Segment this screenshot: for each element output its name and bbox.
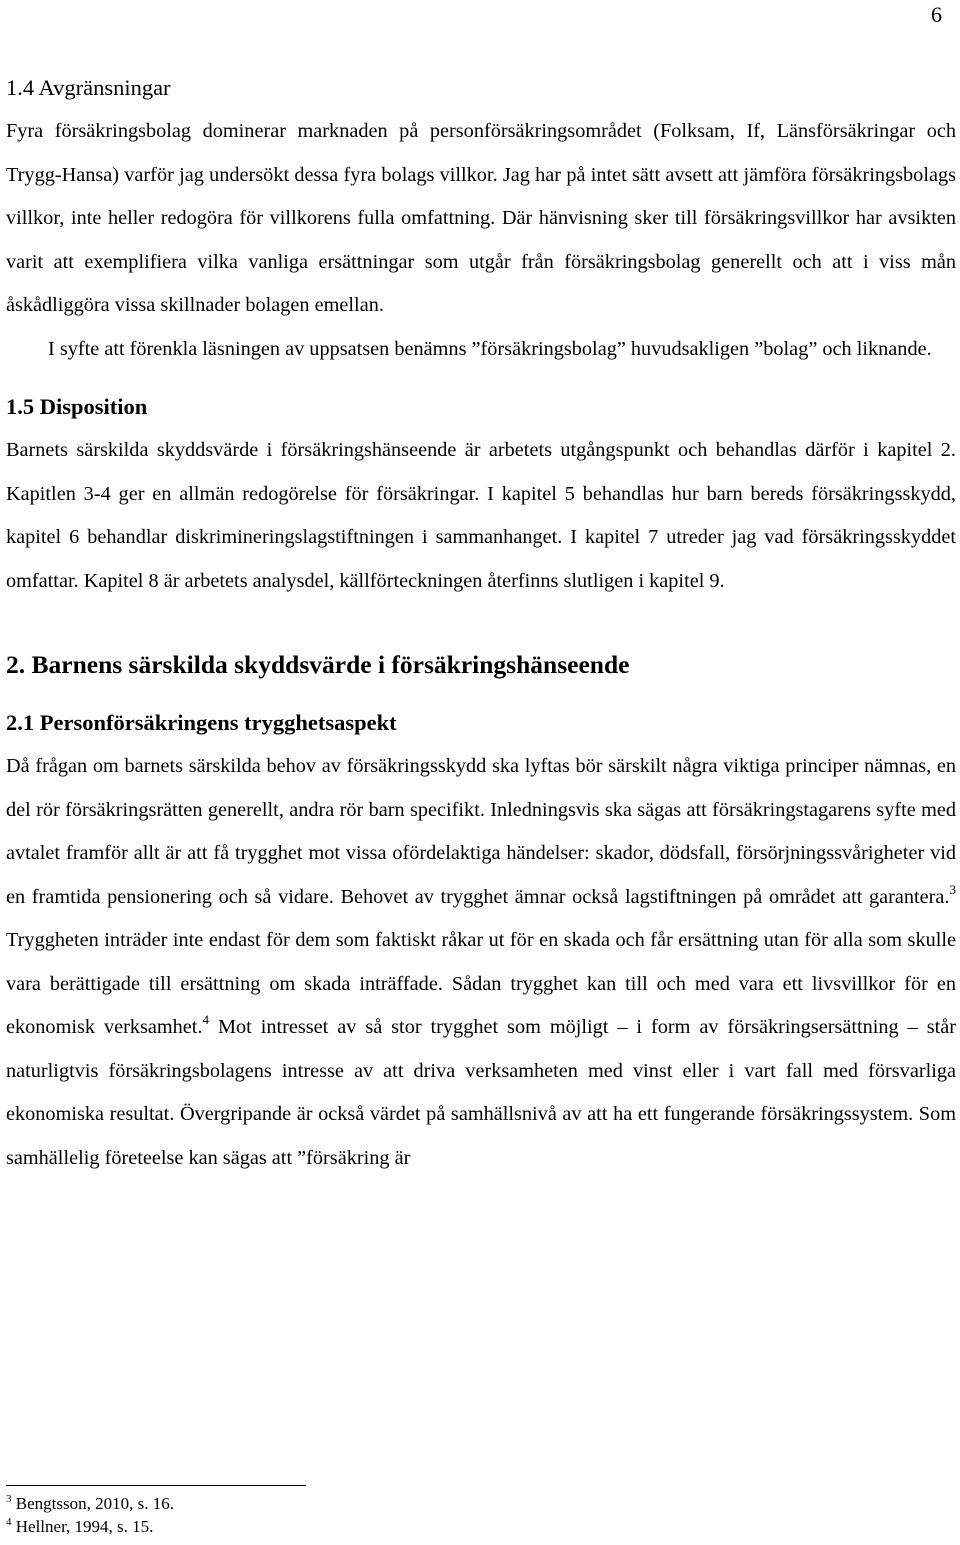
footnote-ref-3[interactable]: 3 — [949, 881, 956, 897]
heading-1-5: 1.5 Disposition — [6, 394, 148, 419]
footnote-divider — [6, 1485, 306, 1486]
footnote-text: Hellner, 1994, s. 15. — [11, 1517, 154, 1536]
paragraph-1-4-a: Fyra försäkringsbolag dominerar marknaden på personförsäkringsområdet (Folksam, If, Länsförsäkringar och Trygg-Hansa) varför jag undersökt dessa fyra bolags villkor. Jag har på intet sätt avsett att jämföra försäkringsbolags villkor, inte heller redogöra för villkorens fulla omfattning. Där hänvisning sker till försäkringsvillkor har avsikten varit att exemplifiera vilka vanliga ersättningar som utgår från försäkringsbolag generellt och att i viss mån åskådliggöra vissa skillnader bolagen emellan. — [6, 120, 956, 316]
paragraph-2-1 — [6, 745, 956, 1180]
footnotes — [6, 1492, 174, 1538]
footnote-number: 3 — [6, 1493, 12, 1505]
paragraph-2-1-part-c: Mot intresset av så stor trygghet som möjligt – i form av försäkringsersättning – står naturligtvis försäkringsbolagens intresse av att driva verksamheten med vinst eller i vart fall med försvarliga ekonomiska resultat. Övergripande är också värdet på samhällsnivå av att ha ett fungerande försäkringssystem. Som samhällelig företeelse kan sägas att ”försäkring är — [6, 1016, 957, 1169]
page-number: 6 — [931, 2, 942, 27]
paragraph-2-1-part-a: Då frågan om barnets särskilda behov av försäkringsskydd ska lyftas bör särskilt några viktiga principer nämnas, en del rör försäkringsrätten generellt, andra rör barn specifikt. Inledningsvis ska sägas att försäkringstagarens syfte med avtalet framför allt är att få trygghet mot vissa ofördelaktiga händelser: skador, dödsfall, försörjningssvårigheter vid en framtida pensionering och så vidare. Behovet av trygghet ämnar också lagstiftningen på området att garantera. — [6, 755, 956, 908]
footnote-text: Bengtsson, 2010, s. 16. — [11, 1494, 174, 1513]
paragraph-1-4-b: I syfte att förenkla läsningen av uppsatsen benämns ”försäkringsbolag” huvudsakligen ”bolag” och liknande. — [48, 337, 932, 360]
footnote-3 — [6, 1492, 174, 1515]
heading-2-1: 2.1 Personförsäkringens trygghetsaspekt — [6, 710, 397, 735]
paragraph-2-1-part-b: Tryggheten inträder inte endast för dem som faktiskt råkar ut för en skada och får ersättning utan för alla som skulle vara berättigade till ersättning om skada inträffade. Sådan trygghet kan till och med vara ett livsvillkor för en ekonomisk verksamhet. — [6, 929, 956, 1038]
paragraph-1-5: Barnets särskilda skyddsvärde i försäkringshänseende är arbetets utgångspunkt och behandlas därför i kapitel 2. Kapitlen 3-4 ger en allmän redogörelse för försäkringar. I kapitel 5 behandlas hur barn bereds försäkringsskydd, kapitel 6 behandlar diskrimineringslagstiftningen i sammanhanget. I kapitel 7 utreder jag vad försäkringsskyddet omfattar. Kapitel 8 är arbetets analysdel, källförteckningen återfinns slutligen i kapitel 9. — [6, 439, 956, 592]
footnote-number: 4 — [6, 1516, 12, 1528]
page-body — [6, 66, 956, 1180]
heading-2: 2. Barnens särskilda skyddsvärde i försäkringshänseende — [6, 650, 630, 679]
footnote-ref-4[interactable]: 4 — [202, 1012, 210, 1027]
heading-1-4: 1.4 Avgränsningar — [6, 75, 171, 100]
footnote-4 — [6, 1515, 174, 1538]
